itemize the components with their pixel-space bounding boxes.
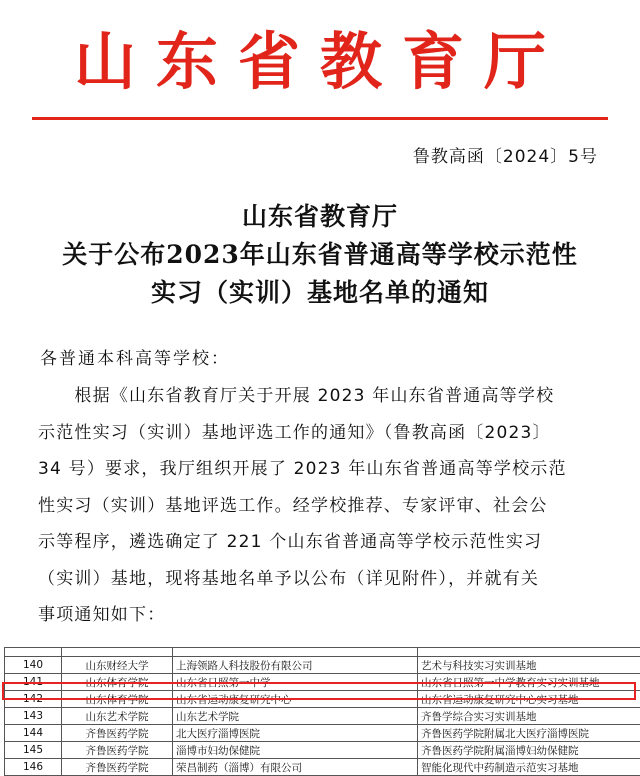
title-line-2: 关于公布2023年山东省普通高等学校示范性 <box>0 236 640 274</box>
cell-no: 140 <box>5 657 62 674</box>
cell-partner: 淄博市妇幼保健院 <box>173 742 418 759</box>
cell-no: 141 <box>5 674 62 691</box>
cell-no: 143 <box>5 708 62 725</box>
document-number: 鲁教高函〔2024〕5号 <box>413 142 598 167</box>
cell-partner: 山东艺术学院 <box>173 708 418 725</box>
cell-base: 艺术与科技实习实训基地 <box>418 657 640 674</box>
cell-school: 山东体育学院 <box>62 691 173 708</box>
cell-base: 齐鲁医药学院附属淄博妇幼保健院 <box>418 742 640 759</box>
cell-no: 142 <box>5 691 62 708</box>
cell-partner: 荣昌制药（淄博）有限公司 <box>173 759 418 776</box>
cell-partner: 山东省运动康复研究中心 <box>173 691 418 708</box>
body-line: 34 号）要求，我厅组织开展了 2023 年山东省普通高等学校示范 <box>38 451 608 488</box>
body-paragraph <box>38 378 608 634</box>
table-row-partial <box>5 648 640 657</box>
table-row <box>5 708 640 725</box>
cell-base: 山东省日照第一中学教育实习实训基地 <box>418 674 640 691</box>
table-row <box>5 742 640 759</box>
table-row <box>5 725 640 742</box>
cell-school: 齐鲁医药学院 <box>62 759 173 776</box>
cell-school: 齐鲁医药学院 <box>62 742 173 759</box>
body-line: 根据《山东省教育厅关于开展 2023 年山东省普通高等学校 <box>38 378 608 415</box>
cell-no: 144 <box>5 725 62 742</box>
body-line: 性实习（实训）基地评选工作。经学校推荐、专家评审、社会公 <box>38 488 608 525</box>
body-line: 示等程序，遴选确定了 221 个山东省普通高等学校示范性实习 <box>38 524 608 561</box>
cell-partner: 北大医疗淄博医院 <box>173 725 418 742</box>
title-line-1: 山东省教育厅 <box>0 198 640 236</box>
cell-base: 齐鲁学综合实习实训基地 <box>418 708 640 725</box>
body-line: （实训）基地，现将基地名单予以公布（详见附件），并就有关 <box>38 561 608 598</box>
cell-no: 145 <box>5 742 62 759</box>
cell-school: 山东体育学院 <box>62 674 173 691</box>
cell-base: 智能化现代中药制造示范实习基地 <box>418 759 640 776</box>
cell-school: 山东艺术学院 <box>62 708 173 725</box>
table-row <box>5 674 640 691</box>
cell-school: 齐鲁医药学院 <box>62 725 173 742</box>
title-line-3: 实习（实训）基地名单的通知 <box>0 274 640 312</box>
cell-no: 146 <box>5 759 62 776</box>
body-line: 事项通知如下： <box>38 597 608 634</box>
cell-school: 山东财经大学 <box>62 657 173 674</box>
cell-partner: 上海领路人科技股份有限公司 <box>173 657 418 674</box>
cell-base: 齐鲁医药学院附属北大医疗淄博医院 <box>418 725 640 742</box>
salutation: 各普通本科高等学校： <box>40 344 230 369</box>
notice-title <box>0 198 640 312</box>
letterhead-red-rule <box>32 117 608 120</box>
cell-base: 山东省运动康复研究中心实习基地 <box>418 691 640 708</box>
letterhead-org-name: 山东省教育厅 <box>0 22 640 102</box>
cell-partner: 山东省日照第一中学 <box>173 674 418 691</box>
body-line: 示范性实习（实训）基地评选工作的通知》（鲁教高函〔2023〕 <box>38 415 608 452</box>
table-row <box>5 657 640 674</box>
table-row-highlighted <box>5 691 640 708</box>
base-list-table <box>4 647 636 776</box>
